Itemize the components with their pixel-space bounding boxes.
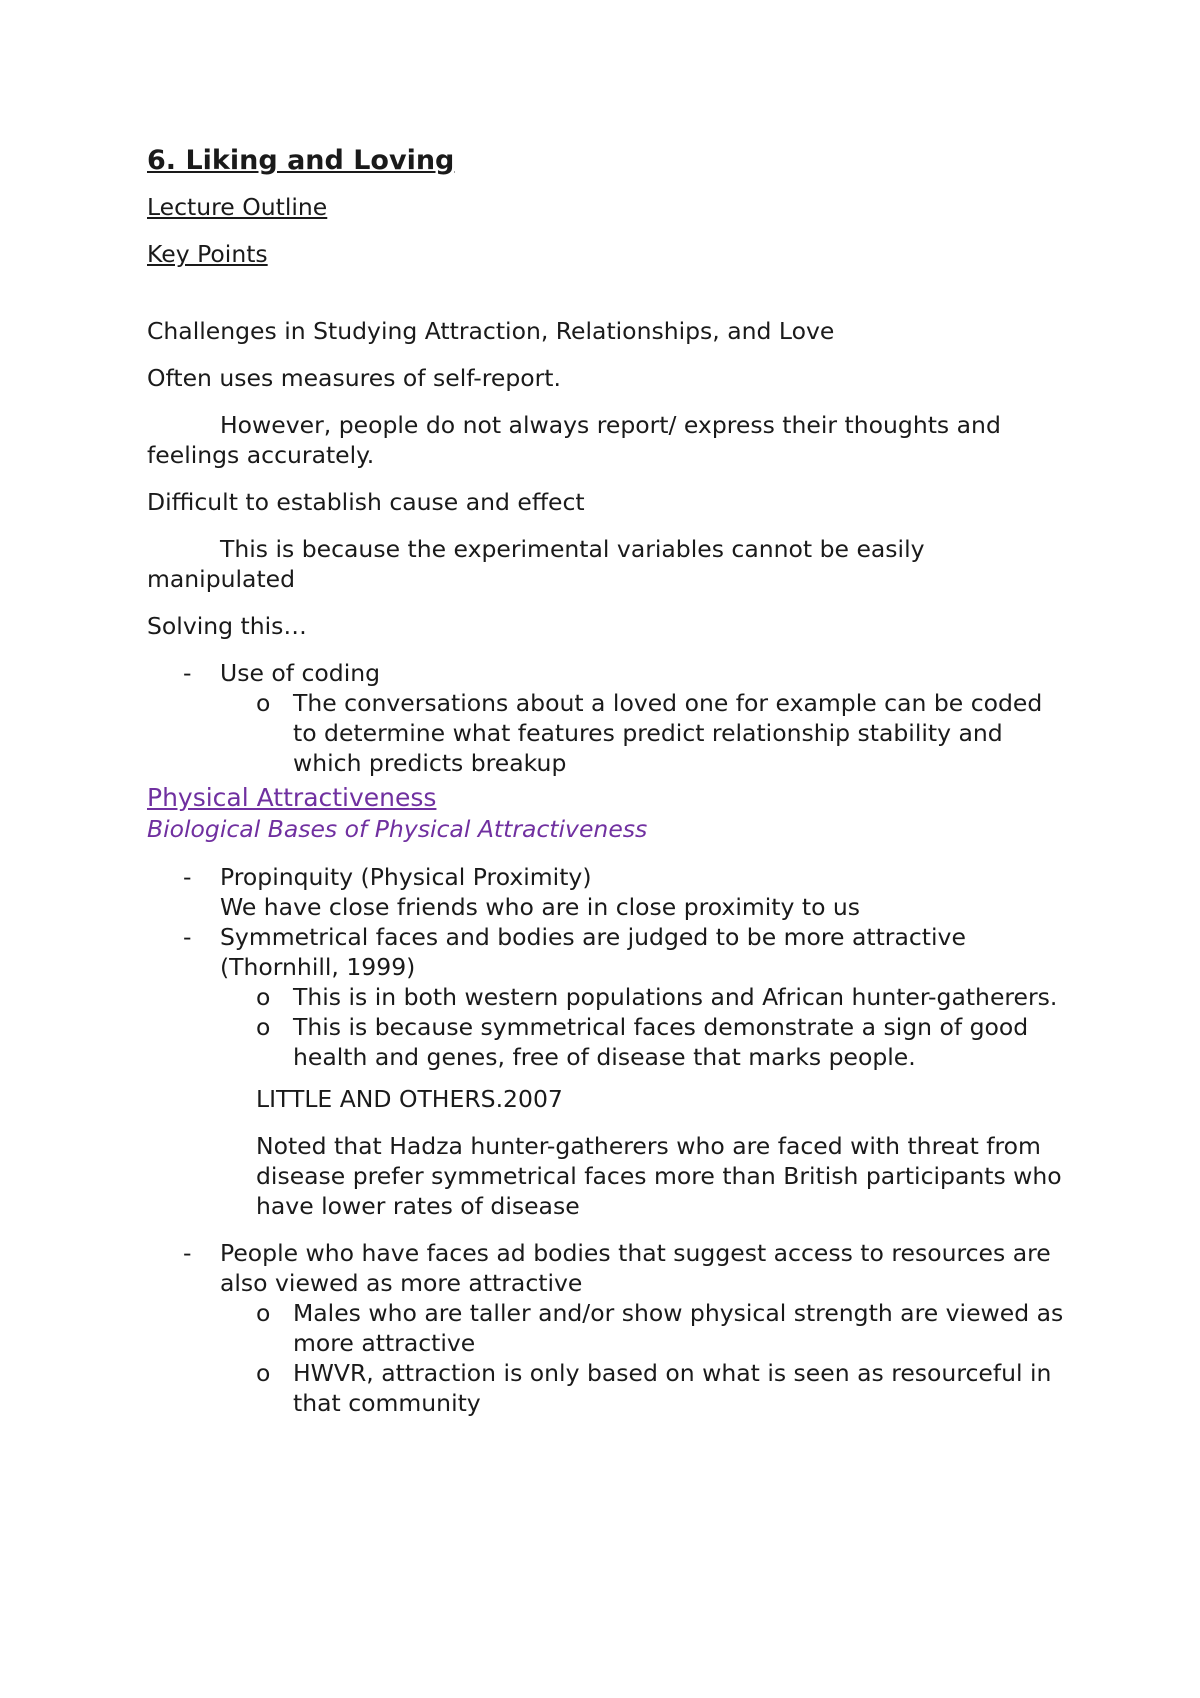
cause-effect-line: Difficult to establish cause and effect	[147, 488, 585, 516]
bullet-text: Propinquity (Physical Proximity)	[220, 863, 592, 891]
bullet-dash: -	[183, 863, 192, 891]
challenges-heading: Challenges in Studying Attraction, Relationships, and Love	[147, 317, 835, 345]
bullet-dash: -	[183, 923, 192, 951]
list-item	[147, 658, 1067, 778]
sub-bullet-marker: o	[256, 983, 271, 1011]
page-title: 6. Liking and Loving	[147, 145, 455, 176]
citation-block	[147, 1084, 1067, 1221]
sub-list-item	[220, 1358, 1067, 1418]
list-item	[147, 1238, 1067, 1418]
solving-list	[147, 658, 1067, 778]
sub-list	[220, 688, 1067, 778]
self-report-line: Often uses measures of self-report.	[147, 364, 561, 392]
resources-list	[147, 1238, 1067, 1418]
sub-bullet-text: This is because symmetrical faces demonstrate a sign of good health and genes, free of disease that marks people.	[293, 1013, 1029, 1071]
sub-bullet-marker: o	[256, 1013, 271, 1041]
bullet-dash: -	[183, 659, 192, 687]
sub-list-item	[220, 1298, 1067, 1358]
sub-list-item	[220, 1012, 1067, 1072]
cause-effect-detail: This is because the experimental variables cannot be easily manipulated	[147, 535, 925, 593]
document-body	[147, 144, 1067, 1418]
sub-list-item	[220, 982, 1067, 1012]
sub-list	[220, 982, 1067, 1072]
section-subheading: Biological Bases of Physical Attractiveness	[147, 815, 648, 843]
bullet-text: Symmetrical faces and bodies are judged to be more attractive (Thornhill, 1999)	[220, 923, 966, 981]
sub-bullet-marker: o	[256, 1299, 271, 1327]
lecture-outline-heading: Lecture Outline	[147, 193, 328, 221]
attractiveness-list	[147, 862, 1067, 1072]
section-heading: Physical Attractiveness	[147, 783, 437, 812]
sub-bullet-text: Males who are taller and/or show physical strength are viewed as more attractive	[293, 1299, 1064, 1357]
sub-list-item	[220, 688, 1067, 778]
sub-list	[220, 1298, 1067, 1418]
self-report-detail: However, people do not always report/ express their thoughts and feelings accurately.	[147, 411, 1001, 469]
sub-bullet-marker: o	[256, 1359, 271, 1387]
solving-line: Solving this…	[147, 612, 307, 640]
list-item	[147, 862, 1067, 922]
list-item	[147, 922, 1067, 1072]
citation: LITTLE AND OTHERS.2007	[256, 1085, 563, 1113]
spacer	[147, 286, 1067, 316]
bullet-text: Use of coding	[220, 659, 381, 687]
sub-bullet-text: HWVR, attraction is only based on what is seen as resourceful in that community	[293, 1359, 1052, 1417]
sub-bullet-marker: o	[256, 689, 271, 717]
bullet-text: People who have faces ad bodies that suggest access to resources are also viewed as more attractive	[220, 1239, 1051, 1297]
bullet-dash: -	[183, 1239, 192, 1267]
sub-bullet-text: The conversations about a loved one for example can be coded to determine what features predict relationship stability and which predicts breakup	[293, 689, 1043, 777]
sub-bullet-text: This is in both western populations and African hunter-gatherers.	[293, 983, 1058, 1011]
citation-note: Noted that Hadza hunter-gatherers who are faced with threat from disease prefer symmetrical faces more than British participants who have lower rates of disease	[256, 1132, 1062, 1220]
bullet-text-continued: We have close friends who are in close proximity to us	[220, 893, 861, 921]
key-points-heading: Key Points	[147, 240, 268, 268]
